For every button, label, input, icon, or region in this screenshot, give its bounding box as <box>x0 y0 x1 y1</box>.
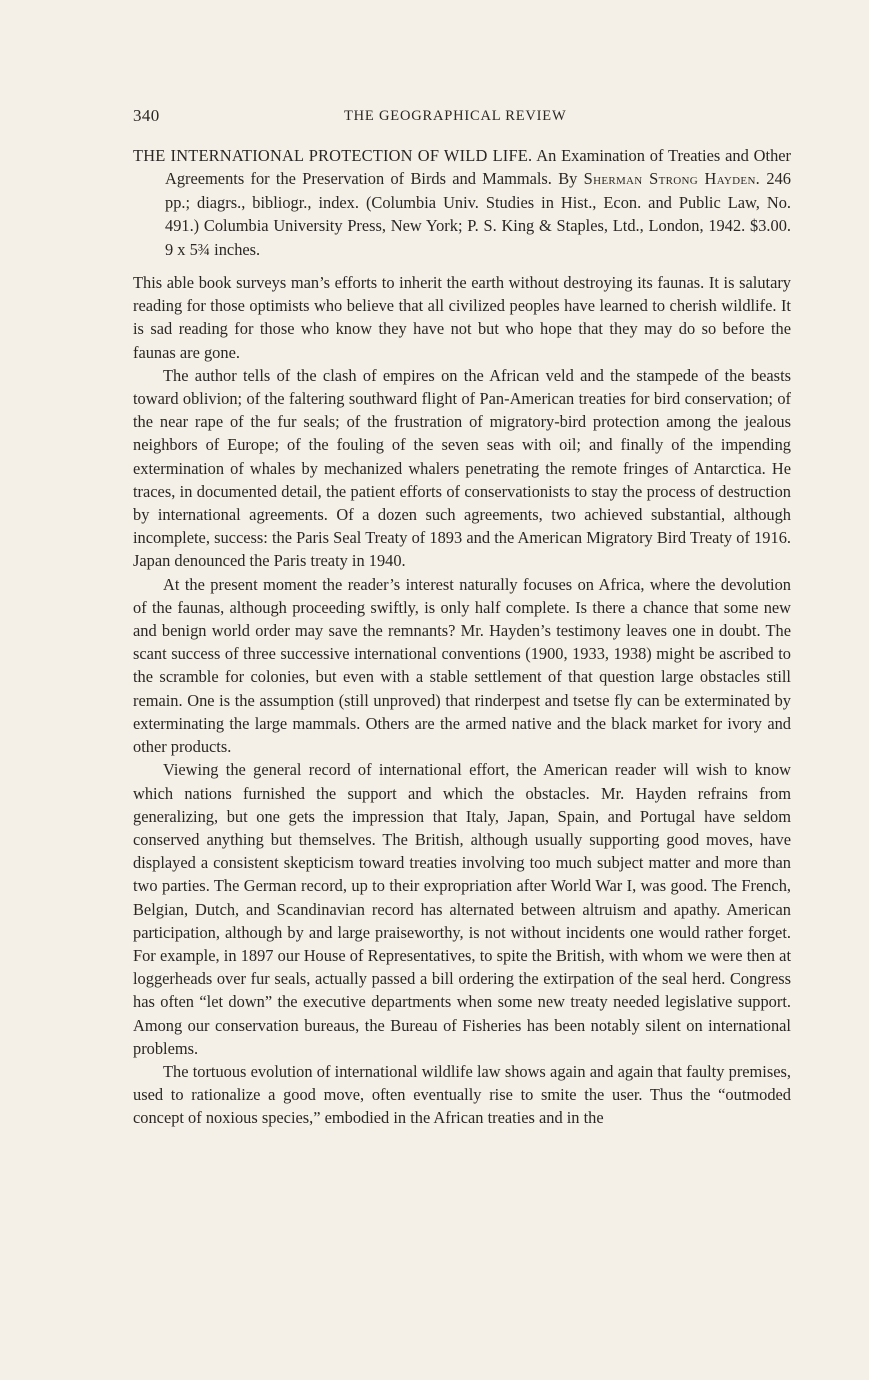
review-paragraph: The tortuous evolution of international wildlife law shows again and again that faulty premises, used to rationalize a good move, often eventually rise to smite the user. Thus the “outmoded concept of noxious species,” embodied in the African treaties and in the <box>133 1061 791 1128</box>
book-subtitle: An Examination of Treaties and Other Agreements for the Preservation of Birds and Mammals. By <box>165 146 791 189</box>
review-paragraph: Viewing the general record of international effort, the American reader will wish to know which nations furnished the support and which the obstacles. Mr. Hayden refrains from generalizing, but one gets the impression that Italy, Japan, Spain, and Portugal have seldom conserved anything but themselves. The British, although usually supporting good moves, have displayed a consistent skepticism toward treaties involving too much subject matter and more than two parties. The German record, up to their expropriation after World War I, was good. The French, Belgian, Dutch, and Scandinavian record has alternated between altruism and apathy. American participation, although by and large praiseworthy, is not without incidents one would rather forget. For example, in 1897 our House of Representatives, to spite the British, with whom we were then at loggerheads over fur seals, actually passed a bill ordering the extirpation of the seal herd. Congress has often “let down” the executive departments when some new treaty needed legislative support. Among our conservation bureaus, the Bureau of Fisheries has been notably silent on international problems. <box>133 760 791 1058</box>
journal-title: THE GEOGRAPHICAL REVIEW <box>344 108 567 124</box>
book-title: THE INTERNATIONAL PROTECTION OF WILD LIFE. <box>133 146 533 165</box>
review-paragraph: At the present moment the reader’s interest naturally focuses on Africa, where the devolution of the faunas, although proceeding swiftly, is only half complete. Is there a chance that some new and benign world order may save the remnants? Mr. Hayden’s testimony leaves one in doubt. The scant success of three successive international conventions (1900, 1933, 1938) might be ascribed to the scramble for colonies, but even with a stable settlement of that question large obstacles still remain. One is the assumption (still unproved) that rinderpest and tsetse fly can be exterminated by exterminating the large mammals. Others are the armed native and the black market for ivory and other products. <box>133 574 791 757</box>
book-review-page <box>133 106 791 1130</box>
book-details: 246 pp.; diagrs., bibliogr., index. (Columbia Univ. Studies in Hist., Econ. and Public Law, No. 491.) Columbia University Press, New York; P. S. King & Staples, Ltd., London, 1942. $3.00. 9 x 5¾ inches. <box>165 169 791 259</box>
book-author: Sherman Strong Hayden. <box>583 169 761 189</box>
page-number: 340 <box>133 106 160 125</box>
running-head <box>133 106 791 130</box>
review-paragraph: This able book surveys man’s efforts to inherit the earth without destroying its faunas. It is salutary reading for those optimists who believe that all civilized peoples have learned to cherish wildlife. It is sad reading for those who know they have not but who hope that they may do so before the faunas are gone. <box>133 273 791 362</box>
review-paragraph: The author tells of the clash of empires on the African veld and the stampede of the beasts toward oblivion; of the faltering southward flight of Pan-American treaties for bird conservation; of the near rape of the fur seals; of the frustration of migratory-bird protection among the jealous neighbors of Europe; of the fouling of the seven seas with oil; and finally of the impending extermination of whales by mechanized whalers penetrating the remote fringes of Antarctica. He traces, in documented detail, the patient efforts of conservationists to stay the process of destruction by international agreements. Of a dozen such agreements, two achieved substantial, although incomplete, success: the Paris Seal Treaty of 1893 and the American Migratory Bird Treaty of 1916. Japan denounced the Paris treaty in 1940. <box>133 365 791 571</box>
book-citation <box>133 144 791 261</box>
